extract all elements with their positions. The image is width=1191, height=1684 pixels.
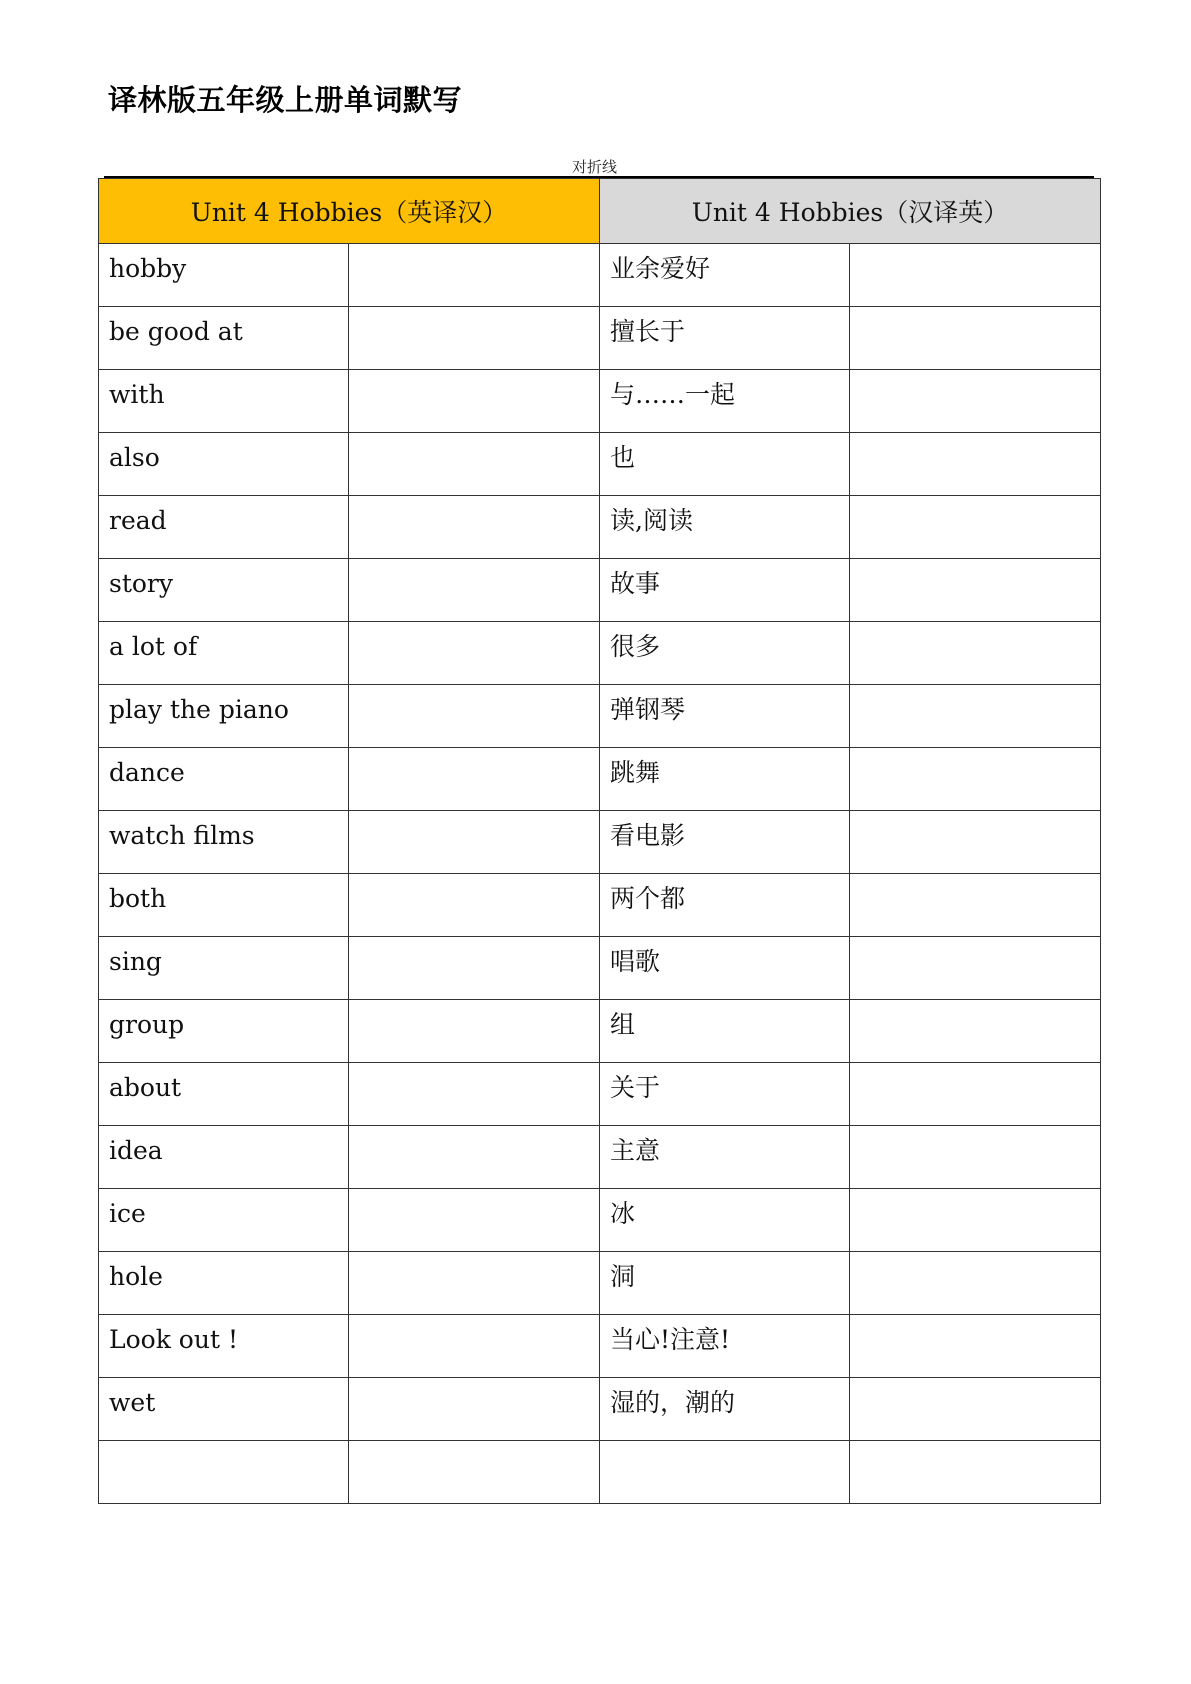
table-row	[99, 433, 1101, 496]
chinese-answer-blank[interactable]	[349, 811, 600, 874]
english-word: hobby	[109, 254, 187, 283]
table-row	[99, 1252, 1101, 1315]
english-word-cell	[99, 1441, 349, 1504]
english-answer-blank[interactable]	[850, 937, 1101, 1000]
chinese-word: 主意	[610, 1136, 661, 1165]
english-word-cell	[99, 496, 349, 559]
fold-line-label: 对折线	[572, 158, 618, 176]
english-answer-blank[interactable]	[850, 370, 1101, 433]
chinese-word-cell	[600, 622, 850, 685]
chinese-word-cell	[600, 1315, 850, 1378]
english-answer-blank[interactable]	[850, 1315, 1101, 1378]
chinese-word-cell	[600, 559, 850, 622]
chinese-word: 读,阅读	[610, 506, 693, 535]
english-word: dance	[109, 758, 185, 787]
table-row	[99, 811, 1101, 874]
english-word-cell	[99, 937, 349, 1000]
chinese-word: 组	[610, 1010, 636, 1039]
chinese-word: 关于	[610, 1073, 661, 1102]
english-word: both	[109, 884, 167, 913]
english-word: sing	[109, 947, 162, 976]
english-word-cell	[99, 1252, 349, 1315]
english-answer-blank[interactable]	[850, 496, 1101, 559]
english-answer-blank[interactable]	[850, 1000, 1101, 1063]
english-word: watch films	[109, 821, 255, 850]
english-word-cell	[99, 874, 349, 937]
chinese-answer-blank[interactable]	[349, 1378, 600, 1441]
chinese-word-cell	[600, 1063, 850, 1126]
chinese-word: 湿的，潮的	[610, 1388, 736, 1417]
table-row	[99, 1126, 1101, 1189]
chinese-answer-blank[interactable]	[349, 1126, 600, 1189]
table-row	[99, 1189, 1101, 1252]
english-answer-blank[interactable]	[850, 685, 1101, 748]
table-row	[99, 1315, 1101, 1378]
table-row	[99, 244, 1101, 307]
chinese-word-cell	[600, 1189, 850, 1252]
english-word-cell	[99, 685, 349, 748]
chinese-word-cell	[600, 1441, 850, 1504]
chinese-word-cell	[600, 874, 850, 937]
chinese-word	[600, 1441, 849, 1451]
english-word-cell	[99, 1189, 349, 1252]
chinese-word-cell	[600, 244, 850, 307]
vocabulary-table	[98, 178, 1101, 1504]
english-word: story	[109, 569, 174, 598]
chinese-word: 也	[610, 443, 636, 472]
chinese-answer-blank[interactable]	[349, 685, 600, 748]
english-word-cell	[99, 433, 349, 496]
english-word: play the piano	[109, 695, 289, 724]
chinese-word: 当心!注意!	[610, 1325, 731, 1354]
english-word: group	[109, 1010, 185, 1039]
table-row	[99, 874, 1101, 937]
english-answer-blank[interactable]	[850, 1441, 1101, 1504]
english-word: wet	[109, 1388, 156, 1417]
english-word-cell	[99, 811, 349, 874]
english-word: idea	[109, 1136, 163, 1165]
chinese-word-cell	[600, 433, 850, 496]
chinese-word: 很多	[610, 632, 661, 661]
table-row	[99, 559, 1101, 622]
english-word-cell	[99, 748, 349, 811]
english-answer-blank[interactable]	[850, 622, 1101, 685]
english-word: hole	[109, 1262, 163, 1291]
english-word: with	[109, 380, 165, 409]
chinese-answer-blank[interactable]	[349, 559, 600, 622]
chinese-answer-blank[interactable]	[349, 748, 600, 811]
chinese-word: 故事	[610, 569, 661, 598]
chinese-answer-blank[interactable]	[349, 307, 600, 370]
table-row	[99, 748, 1101, 811]
english-word: ice	[109, 1199, 146, 1228]
table-row	[99, 370, 1101, 433]
chinese-word-cell	[600, 1378, 850, 1441]
chinese-answer-blank[interactable]	[349, 937, 600, 1000]
chinese-word: 跳舞	[610, 758, 661, 787]
chinese-answer-blank[interactable]	[349, 496, 600, 559]
english-answer-blank[interactable]	[850, 1378, 1101, 1441]
english-answer-blank[interactable]	[850, 1063, 1101, 1126]
table-row	[99, 937, 1101, 1000]
english-word	[99, 1441, 348, 1451]
english-answer-blank[interactable]	[850, 874, 1101, 937]
chinese-word-cell	[600, 748, 850, 811]
chinese-answer-blank[interactable]	[349, 433, 600, 496]
table-row	[99, 307, 1101, 370]
english-word-cell	[99, 307, 349, 370]
chinese-word-cell	[600, 1126, 850, 1189]
english-answer-blank[interactable]	[850, 748, 1101, 811]
header-zh-to-en: Unit 4 Hobbies（汉译英）	[600, 179, 1101, 244]
page-title: 译林版五年级上册单词默写	[108, 83, 463, 117]
table-row	[99, 1378, 1101, 1441]
chinese-word: 业余爱好	[610, 254, 711, 283]
chinese-word: 洞	[610, 1262, 636, 1291]
table-row	[99, 1000, 1101, 1063]
english-answer-blank[interactable]	[850, 811, 1101, 874]
english-answer-blank[interactable]	[850, 307, 1101, 370]
table-row	[99, 1063, 1101, 1126]
english-word: be good at	[109, 317, 243, 346]
chinese-answer-blank[interactable]	[349, 1063, 600, 1126]
header-en-to-zh: Unit 4 Hobbies（英译汉）	[99, 179, 600, 244]
chinese-answer-blank[interactable]	[349, 1441, 600, 1504]
english-answer-blank[interactable]	[850, 244, 1101, 307]
chinese-word-cell	[600, 937, 850, 1000]
english-word-cell	[99, 244, 349, 307]
english-word: a lot of	[109, 632, 198, 661]
english-word: Look out !	[109, 1325, 238, 1354]
english-answer-blank[interactable]	[850, 1189, 1101, 1252]
chinese-answer-blank[interactable]	[349, 1315, 600, 1378]
english-answer-blank[interactable]	[850, 559, 1101, 622]
english-answer-blank[interactable]	[850, 1252, 1101, 1315]
chinese-answer-blank[interactable]	[349, 244, 600, 307]
chinese-word-cell	[600, 1252, 850, 1315]
chinese-answer-blank[interactable]	[349, 1189, 600, 1252]
english-word-cell	[99, 1378, 349, 1441]
chinese-answer-blank[interactable]	[349, 1252, 600, 1315]
chinese-word: 与……一起	[610, 380, 736, 409]
chinese-word: 两个都	[610, 884, 686, 913]
chinese-word: 冰	[610, 1199, 636, 1228]
english-word: read	[109, 506, 167, 535]
english-word-cell	[99, 1315, 349, 1378]
chinese-answer-blank[interactable]	[349, 874, 600, 937]
chinese-answer-blank[interactable]	[349, 1000, 600, 1063]
english-word: about	[109, 1073, 182, 1102]
english-answer-blank[interactable]	[850, 1126, 1101, 1189]
chinese-word: 擅长于	[610, 317, 686, 346]
english-word-cell	[99, 370, 349, 433]
table-row	[99, 1441, 1101, 1504]
english-word-cell	[99, 559, 349, 622]
chinese-answer-blank[interactable]	[349, 622, 600, 685]
chinese-word: 唱歌	[610, 947, 661, 976]
chinese-word-cell	[600, 811, 850, 874]
english-word-cell	[99, 1063, 349, 1126]
chinese-answer-blank[interactable]	[349, 370, 600, 433]
chinese-word-cell	[600, 1000, 850, 1063]
english-word-cell	[99, 1000, 349, 1063]
chinese-word-cell	[600, 307, 850, 370]
english-answer-blank[interactable]	[850, 433, 1101, 496]
table-row	[99, 622, 1101, 685]
chinese-word: 看电影	[610, 821, 686, 850]
english-word-cell	[99, 622, 349, 685]
english-word: also	[109, 443, 160, 472]
table-row	[99, 685, 1101, 748]
english-word-cell	[99, 1126, 349, 1189]
chinese-word-cell	[600, 685, 850, 748]
table-row	[99, 496, 1101, 559]
chinese-word-cell	[600, 496, 850, 559]
chinese-word-cell	[600, 370, 850, 433]
chinese-word: 弹钢琴	[610, 695, 686, 724]
table-header-row	[99, 179, 1101, 244]
